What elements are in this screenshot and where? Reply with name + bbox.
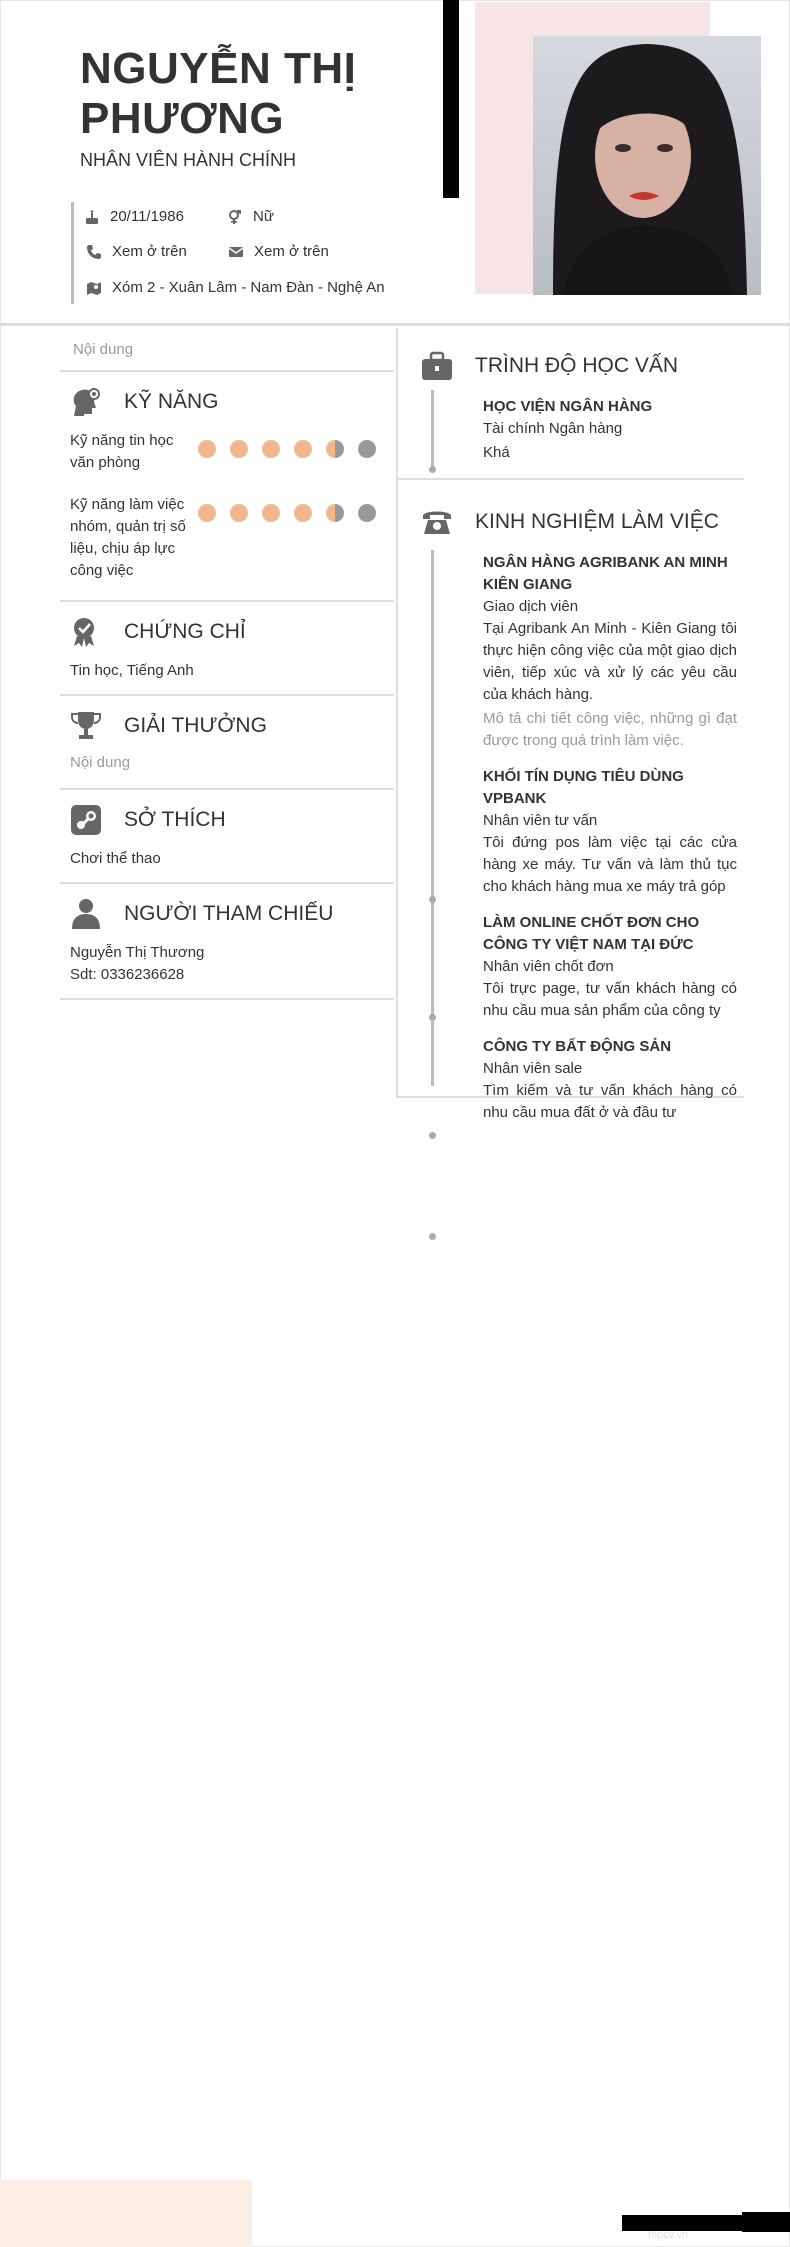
contact-info <box>71 202 404 304</box>
education-timeline <box>431 390 434 470</box>
hobbies-title: SỞ THÍCH <box>124 808 226 831</box>
rating-dot <box>358 440 376 458</box>
education-grade: Khá <box>483 444 510 461</box>
job-position: Nhân viên sale <box>483 1060 583 1077</box>
hobbies-text: Chơi thể thao <box>70 850 161 867</box>
experience-title: KINH NGHIỆM LÀM VIỆC <box>475 510 719 533</box>
experience-header <box>421 502 744 542</box>
rating-dot <box>326 440 344 458</box>
certificates-section <box>60 602 394 696</box>
gender-item <box>227 208 274 225</box>
education-section <box>398 328 744 480</box>
phone-icon <box>86 244 102 260</box>
address-item <box>86 279 385 296</box>
rating-dot <box>294 504 312 522</box>
profile-photo <box>533 36 761 295</box>
timeline-dot <box>429 466 436 473</box>
skill-row <box>70 494 394 582</box>
reference-name: Nguyễn Thị Thương <box>70 944 205 961</box>
intro-placeholder: Nội dung <box>73 341 134 358</box>
steam-icon <box>70 804 102 836</box>
job-entry <box>483 912 737 1022</box>
timeline-dot <box>429 1132 436 1139</box>
rating-dot <box>198 440 216 458</box>
phone-item <box>86 243 187 260</box>
watermark: topcv.vn <box>648 2229 689 2241</box>
certificates-text: Tin học, Tiếng Anh <box>70 662 194 679</box>
envelope-icon <box>228 244 244 260</box>
awards-title: GIẢI THƯỞNG <box>124 714 267 737</box>
education-major: Tài chính Ngân hàng <box>483 420 623 437</box>
hobbies-section <box>60 790 394 884</box>
education-entry <box>483 396 737 464</box>
decorative-black-bar <box>443 0 459 198</box>
hobbies-header <box>70 800 394 840</box>
school-name: HỌC VIỆN NGÂN HÀNG <box>483 398 653 415</box>
map-icon <box>86 280 102 296</box>
left-column <box>60 328 394 1000</box>
birthday-value: 20/11/1986 <box>110 208 184 225</box>
email-value: Xem ở trên <box>254 243 329 260</box>
trophy-icon <box>70 710 102 742</box>
experience-section <box>398 480 744 1121</box>
job-position: Nhân viên tư vấn <box>483 812 598 829</box>
awards-header <box>70 706 394 746</box>
rating-dot <box>326 504 344 522</box>
references-section <box>60 884 394 1000</box>
job-entry <box>483 552 737 752</box>
job-description: Tìm kiếm và tư vấn khách hàng có nhu cầu mua đất ở và đầu tư <box>483 1082 737 1121</box>
certificates-title: CHỨNG CHỈ <box>124 620 246 643</box>
person-icon <box>70 898 102 930</box>
job-position: Nhân viên chốt đơn <box>483 958 614 975</box>
skill-name: Kỹ năng tin học văn phòng <box>70 432 174 471</box>
job-title: NHÂN VIÊN HÀNH CHÍNH <box>80 150 297 170</box>
telephone-icon <box>421 506 453 538</box>
job-hint: Mô tả chi tiết công việc, những gì đạt được trong quá trình làm việc. <box>483 710 737 749</box>
rating-dot <box>198 504 216 522</box>
rating-dot <box>230 504 248 522</box>
job-company: LÀM ONLINE CHỐT ĐƠN CHO CÔNG TY VIỆT NAM TẠI ĐỨC <box>483 914 700 953</box>
intro-section <box>60 328 394 372</box>
email-item <box>228 243 329 260</box>
cake-icon <box>84 209 100 225</box>
timeline-dot <box>429 896 436 903</box>
skill-row <box>70 430 394 474</box>
gender-icon <box>227 209 243 225</box>
timeline-dot <box>429 1014 436 1021</box>
candidate-name: NGUYỄN THỊ PHƯƠNG <box>80 44 357 143</box>
references-header <box>70 894 394 934</box>
header-divider <box>0 323 790 326</box>
education-header <box>421 346 744 386</box>
decorative-footer-pink <box>0 2180 252 2247</box>
head-gear-icon <box>70 386 102 418</box>
right-column <box>396 328 744 1121</box>
reference-phone: Sdt: 0336236628 <box>70 966 185 983</box>
education-title: TRÌNH ĐỘ HỌC VẤN <box>475 354 679 377</box>
job-company: CÔNG TY BẤT ĐỘNG SẢN <box>483 1038 672 1055</box>
job-position: Giao dịch viên <box>483 598 579 615</box>
skill-rating <box>198 504 376 582</box>
references-title: NGƯỜI THAM CHIẾU <box>124 902 334 925</box>
skills-title: KỸ NĂNG <box>124 390 219 413</box>
phone-value: Xem ở trên <box>112 243 187 260</box>
certificates-header <box>70 612 394 652</box>
job-company: KHỐI TÍN DỤNG TIÊU DÙNG VPBANK <box>483 768 684 807</box>
skills-header <box>70 382 394 422</box>
job-description: Tôi đứng pos làm việc tại các cửa hàng xe máy. Tư vấn và làm thủ tục cho khách hàng mua xe máy trả góp <box>483 834 737 895</box>
decorative-footer-bar <box>742 2212 790 2232</box>
rating-dot <box>262 504 280 522</box>
job-description: Tại Agribank An Minh - Kiên Giang tôi thực hiện công việc của một giao dịch viên, tiếp xúc và xử lý các yêu cầu của khách hàng. <box>483 620 737 703</box>
award-badge-icon <box>70 616 102 648</box>
briefcase-icon <box>421 350 453 382</box>
address-value: Xóm 2 - Xuân Lâm - Nam Đàn - Nghệ An <box>112 279 385 296</box>
job-entry <box>483 1036 737 1124</box>
rating-dot <box>294 440 312 458</box>
rating-dot <box>230 440 248 458</box>
awards-section <box>60 696 394 790</box>
job-company: NGÂN HÀNG AGRIBANK AN MINH KIÊN GIANG <box>483 554 728 593</box>
skills-section <box>60 372 394 602</box>
skill-rating <box>198 440 376 474</box>
gender-value: Nữ <box>253 208 274 225</box>
job-entry <box>483 766 737 898</box>
rating-dot <box>262 440 280 458</box>
experience-timeline <box>431 550 434 1086</box>
timeline-dot <box>429 1233 436 1240</box>
rating-dot <box>358 504 376 522</box>
birthday-item <box>84 208 184 225</box>
skill-name: Kỹ năng làm việc nhóm, quản trị số liệu, chịu áp lực công việc <box>70 496 186 579</box>
awards-placeholder: Nội dung <box>70 754 131 771</box>
job-description: Tôi trực page, tư vấn khách hàng có nhu cầu mua sản phẩm của công ty <box>483 980 737 1019</box>
